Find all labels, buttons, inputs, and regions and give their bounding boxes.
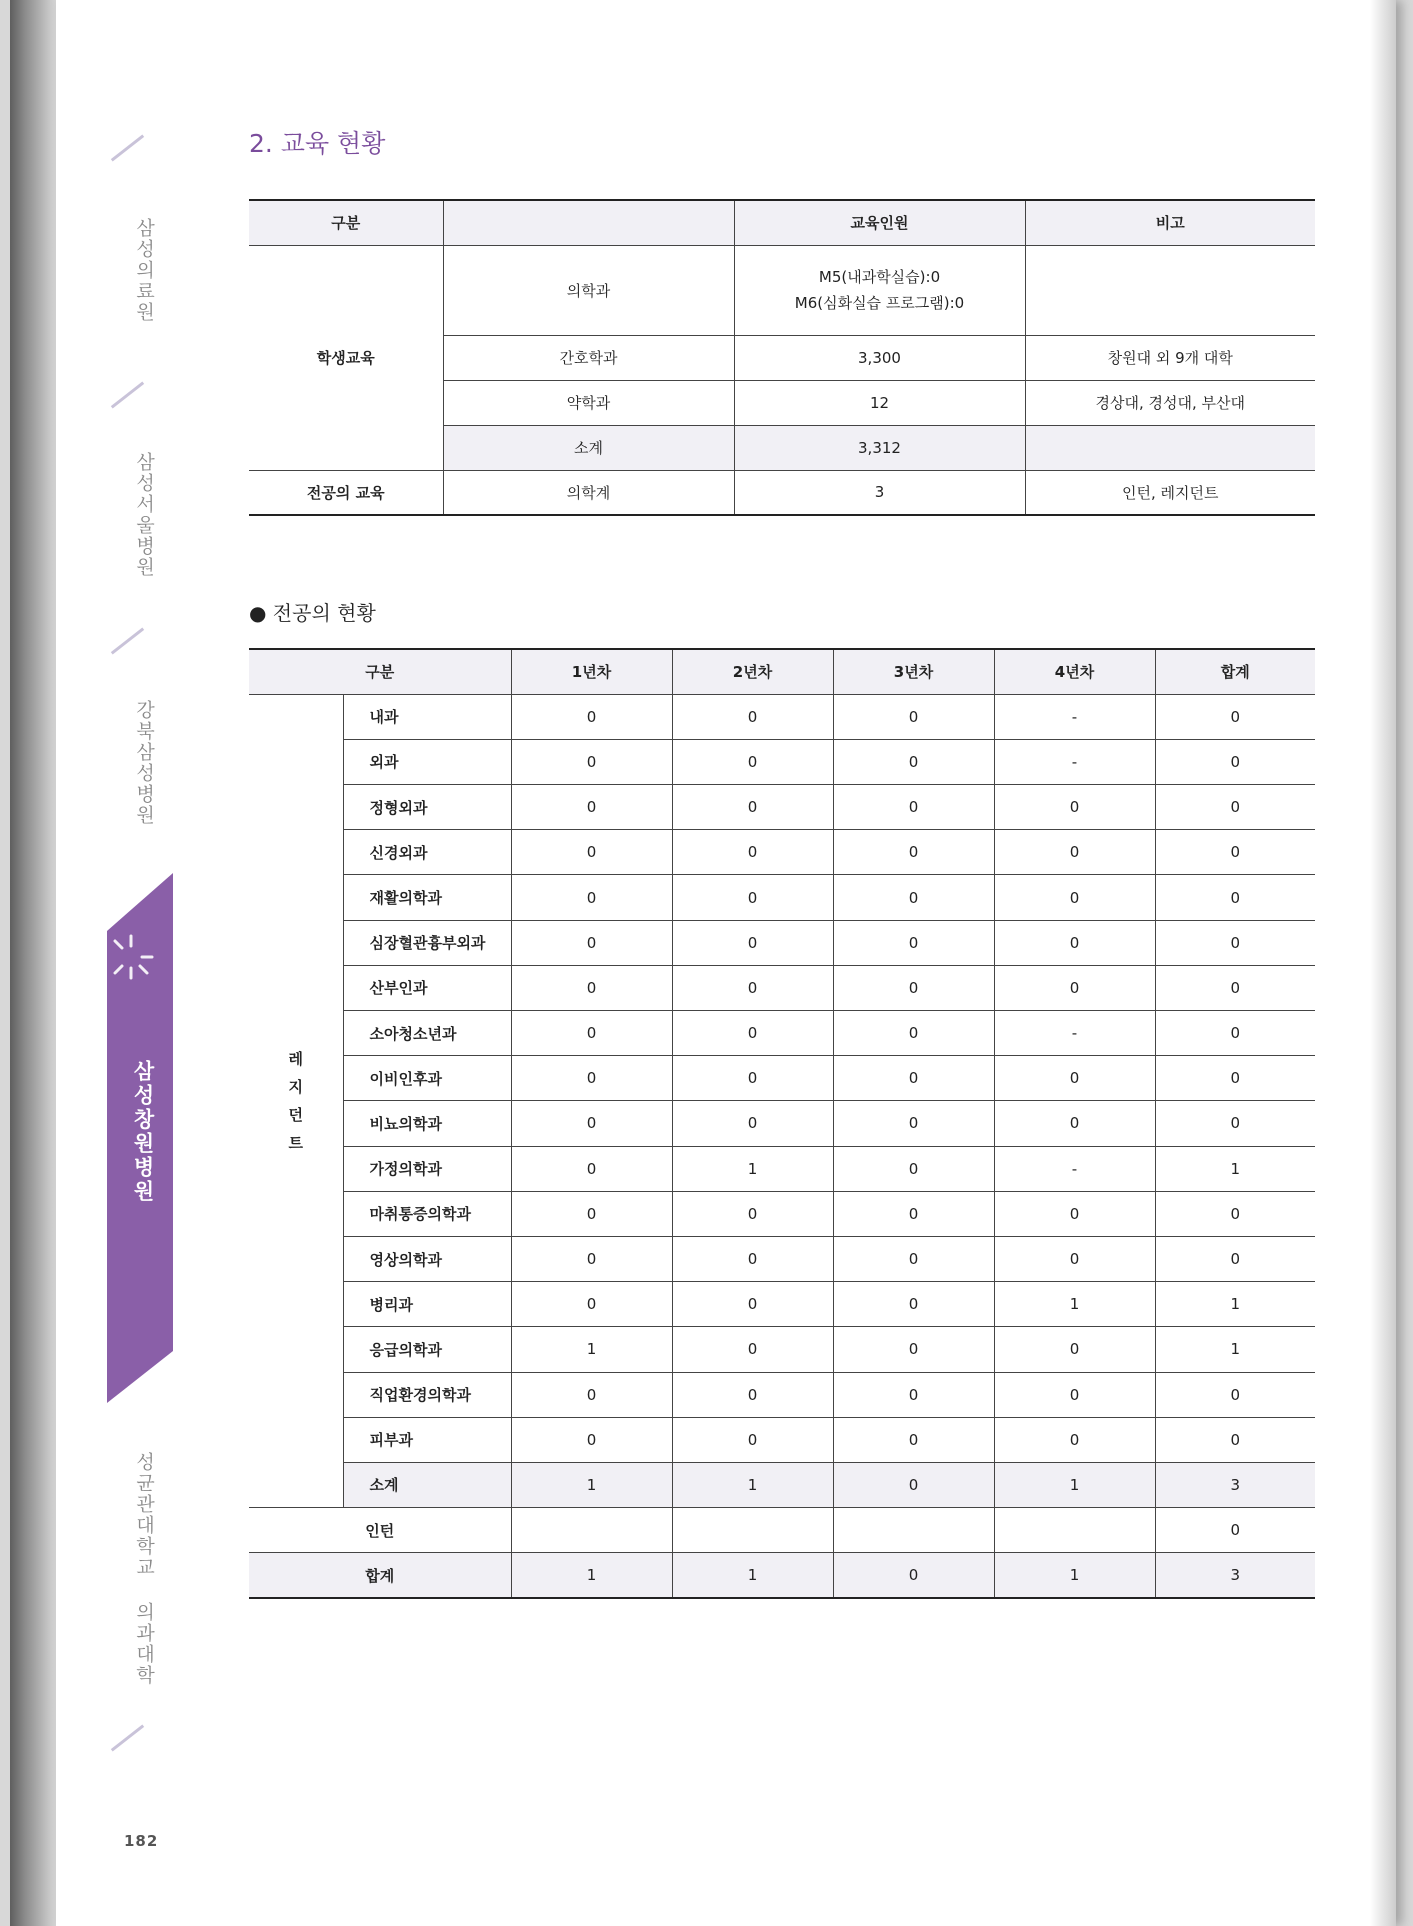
table-header-cell: 3년차 bbox=[833, 649, 994, 694]
value-cell: 3 bbox=[1155, 1462, 1315, 1507]
dept-cell: 피부과 bbox=[343, 1417, 511, 1462]
value-cell: 0 bbox=[833, 1146, 994, 1191]
value-cell: 0 bbox=[1155, 965, 1315, 1010]
value-cell: 1 bbox=[511, 1462, 672, 1507]
dept-cell: 소아청소년과 bbox=[343, 1011, 511, 1056]
value-cell: 0 bbox=[833, 1462, 994, 1507]
book-spine-edge bbox=[10, 0, 58, 1926]
value-cell: 0 bbox=[994, 1372, 1155, 1417]
page-number: 182 bbox=[124, 1832, 159, 1850]
residents-subtitle: ● 전공의 현황 bbox=[249, 601, 376, 625]
value-cell: 1 bbox=[994, 1553, 1155, 1598]
value-cell: 3 bbox=[1155, 1553, 1315, 1598]
value-cell: 0 bbox=[833, 694, 994, 739]
value-cell: 0 bbox=[672, 1282, 833, 1327]
residents-table bbox=[249, 648, 1315, 1599]
value-cell bbox=[994, 1508, 1155, 1553]
table-header-row bbox=[249, 649, 1315, 694]
value-cell: 0 bbox=[511, 875, 672, 920]
table-header-cell: 교육인원 bbox=[734, 200, 1025, 245]
count-cell bbox=[734, 245, 1025, 335]
value-cell: 1 bbox=[1155, 1327, 1315, 1372]
dept-cell: 이비인후과 bbox=[343, 1056, 511, 1101]
value-cell: 0 bbox=[672, 1011, 833, 1056]
value-cell: 0 bbox=[672, 920, 833, 965]
value-cell: 0 bbox=[672, 1191, 833, 1236]
value-cell: 0 bbox=[994, 1056, 1155, 1101]
value-cell: 0 bbox=[833, 1056, 994, 1101]
value-cell: 0 bbox=[833, 920, 994, 965]
resident-label-char: 레 bbox=[288, 1049, 303, 1068]
value-cell: 0 bbox=[833, 1417, 994, 1462]
table-row bbox=[249, 739, 1315, 784]
dept-cell: 내과 bbox=[343, 694, 511, 739]
value-cell: 0 bbox=[511, 739, 672, 784]
intern-row bbox=[249, 1508, 1315, 1553]
sidebar-item-skku-medicine[interactable]: 성균관대학교 의과대학 bbox=[133, 1452, 155, 1686]
row-label: 합계 bbox=[249, 1553, 511, 1598]
table-header-cell bbox=[443, 200, 734, 245]
value-cell: 0 bbox=[672, 694, 833, 739]
resident-label-char: 지 bbox=[288, 1077, 303, 1096]
count-line: M6(심화실습 프로그램):0 bbox=[794, 294, 965, 312]
value-cell bbox=[511, 1508, 672, 1553]
table-header-cell: 합계 bbox=[1155, 649, 1315, 694]
value-cell: 0 bbox=[833, 785, 994, 830]
table-row bbox=[249, 830, 1315, 875]
table-row bbox=[249, 1417, 1315, 1462]
value-cell: 0 bbox=[672, 830, 833, 875]
table-header-cell: 비고 bbox=[1025, 200, 1315, 245]
note-cell bbox=[1025, 245, 1315, 335]
value-cell: 0 bbox=[511, 1372, 672, 1417]
value-cell: 0 bbox=[511, 1282, 672, 1327]
value-cell: 0 bbox=[1155, 1236, 1315, 1281]
value-cell: 1 bbox=[511, 1327, 672, 1372]
table-row bbox=[249, 1146, 1315, 1191]
value-cell: 1 bbox=[672, 1462, 833, 1507]
value-cell: 1 bbox=[1155, 1282, 1315, 1327]
dept-cell: 비뇨의학과 bbox=[343, 1101, 511, 1146]
value-cell: 0 bbox=[511, 1191, 672, 1236]
dept-cell: 마취통증의학과 bbox=[343, 1191, 511, 1236]
table-row bbox=[249, 1327, 1315, 1372]
table-row bbox=[249, 920, 1315, 965]
value-cell: 0 bbox=[672, 739, 833, 784]
sidebar-divider bbox=[111, 382, 144, 409]
value-cell: 0 bbox=[672, 785, 833, 830]
table-row bbox=[249, 1236, 1315, 1281]
value-cell: 0 bbox=[833, 739, 994, 784]
value-cell: - bbox=[994, 1146, 1155, 1191]
sidebar-divider bbox=[111, 628, 144, 655]
value-cell: 0 bbox=[1155, 920, 1315, 965]
value-cell: 1 bbox=[1155, 1146, 1315, 1191]
value-cell: 0 bbox=[511, 694, 672, 739]
value-cell: 0 bbox=[511, 1146, 672, 1191]
value-cell: 0 bbox=[994, 785, 1155, 830]
table-header-cell: 구분 bbox=[249, 649, 511, 694]
table-row bbox=[249, 1056, 1315, 1101]
value-cell: 0 bbox=[833, 1327, 994, 1372]
table-row bbox=[249, 1191, 1315, 1236]
value-cell: 0 bbox=[1155, 1191, 1315, 1236]
value-cell: 0 bbox=[511, 830, 672, 875]
dept-cell: 재활의학과 bbox=[343, 875, 511, 920]
value-cell: - bbox=[994, 739, 1155, 784]
dept-cell: 병리과 bbox=[343, 1282, 511, 1327]
value-cell: 0 bbox=[1155, 1011, 1315, 1056]
page-shadow bbox=[1370, 0, 1396, 1926]
section-title: 2. 교육 현황 bbox=[249, 129, 386, 158]
value-cell: 0 bbox=[1155, 739, 1315, 784]
table-row bbox=[249, 1101, 1315, 1146]
value-cell: 0 bbox=[511, 965, 672, 1010]
value-cell: 0 bbox=[994, 875, 1155, 920]
dept-cell: 심장혈관흉부외과 bbox=[343, 920, 511, 965]
resident-label-char: 던 bbox=[288, 1105, 303, 1124]
value-cell: 1 bbox=[511, 1553, 672, 1598]
education-table bbox=[249, 199, 1315, 516]
count-cell: 12 bbox=[734, 380, 1025, 425]
value-cell: 0 bbox=[672, 1372, 833, 1417]
value-cell: 0 bbox=[1155, 1056, 1315, 1101]
dept-cell: 산부인과 bbox=[343, 965, 511, 1010]
resident-group-label bbox=[249, 694, 343, 1507]
sidebar-item-samsung-medical[interactable]: 삼성의료원 bbox=[133, 218, 155, 323]
value-cell: 0 bbox=[833, 1553, 994, 1598]
value-cell: 1 bbox=[672, 1553, 833, 1598]
table-header-cell: 4년차 bbox=[994, 649, 1155, 694]
table-row bbox=[249, 1372, 1315, 1417]
sidebar-item-samsung-seoul[interactable]: 삼성서울병원 bbox=[133, 452, 155, 578]
value-cell: 1 bbox=[994, 1462, 1155, 1507]
group-label-resident: 전공의 교육 bbox=[249, 470, 443, 515]
dept-cell: 가정의학과 bbox=[343, 1146, 511, 1191]
table-header-row bbox=[249, 200, 1315, 245]
value-cell: 0 bbox=[1155, 785, 1315, 830]
value-cell: 0 bbox=[511, 1101, 672, 1146]
value-cell: 0 bbox=[672, 965, 833, 1010]
dept-cell: 직업환경의학과 bbox=[343, 1372, 511, 1417]
value-cell: 0 bbox=[672, 875, 833, 920]
table-header-cell: 1년차 bbox=[511, 649, 672, 694]
value-cell: 0 bbox=[994, 965, 1155, 1010]
value-cell: 0 bbox=[1155, 1417, 1315, 1462]
note-cell: 인턴, 레지던트 bbox=[1025, 470, 1315, 515]
value-cell: 0 bbox=[1155, 1508, 1315, 1553]
note-cell: 경상대, 경성대, 부산대 bbox=[1025, 380, 1315, 425]
value-cell: 0 bbox=[994, 1236, 1155, 1281]
value-cell: 0 bbox=[833, 1236, 994, 1281]
value-cell: 0 bbox=[1155, 830, 1315, 875]
table-header-cell: 2년차 bbox=[672, 649, 833, 694]
document-page bbox=[56, 0, 1396, 1926]
value-cell: 0 bbox=[511, 920, 672, 965]
value-cell: 0 bbox=[672, 1056, 833, 1101]
value-cell: 1 bbox=[672, 1146, 833, 1191]
sidebar-divider bbox=[111, 1725, 144, 1752]
table-row bbox=[249, 694, 1315, 739]
row-label: 인턴 bbox=[249, 1508, 511, 1553]
value-cell: 0 bbox=[672, 1417, 833, 1462]
dept-cell: 신경외과 bbox=[343, 830, 511, 875]
table-row bbox=[249, 470, 1315, 515]
value-cell: - bbox=[994, 1011, 1155, 1056]
value-cell: 0 bbox=[994, 1417, 1155, 1462]
value-cell: 0 bbox=[833, 1282, 994, 1327]
value-cell: 0 bbox=[994, 920, 1155, 965]
value-cell: 0 bbox=[672, 1236, 833, 1281]
value-cell: 0 bbox=[833, 1191, 994, 1236]
value-cell bbox=[672, 1508, 833, 1553]
dept-cell: 의학계 bbox=[443, 470, 734, 515]
value-cell: 0 bbox=[511, 785, 672, 830]
value-cell: 0 bbox=[833, 1011, 994, 1056]
table-row bbox=[249, 245, 1315, 335]
dept-cell: 의학과 bbox=[443, 245, 734, 335]
total-row bbox=[249, 1553, 1315, 1598]
table-row bbox=[249, 965, 1315, 1010]
note-cell: 창원대 외 9개 대학 bbox=[1025, 335, 1315, 380]
value-cell: 0 bbox=[994, 1327, 1155, 1372]
value-cell: 0 bbox=[672, 1327, 833, 1372]
count-cell: 3,300 bbox=[734, 335, 1025, 380]
value-cell: 1 bbox=[994, 1282, 1155, 1327]
dept-cell: 소계 bbox=[343, 1462, 511, 1507]
count-cell: 3 bbox=[734, 470, 1025, 515]
value-cell: 0 bbox=[1155, 1101, 1315, 1146]
value-cell: 0 bbox=[511, 1236, 672, 1281]
value-cell: - bbox=[994, 694, 1155, 739]
table-row bbox=[249, 1011, 1315, 1056]
spark-icon bbox=[106, 932, 156, 982]
table-header-cell: 구분 bbox=[249, 200, 443, 245]
group-label-student: 학생교육 bbox=[249, 245, 443, 470]
value-cell: 0 bbox=[994, 830, 1155, 875]
value-cell: 0 bbox=[833, 1101, 994, 1146]
dept-cell: 간호학과 bbox=[443, 335, 734, 380]
resident-label-char: 트 bbox=[288, 1133, 303, 1152]
value-cell: 0 bbox=[833, 875, 994, 920]
value-cell: 0 bbox=[1155, 694, 1315, 739]
note-cell bbox=[1025, 425, 1315, 470]
dept-cell: 약학과 bbox=[443, 380, 734, 425]
value-cell: 0 bbox=[511, 1011, 672, 1056]
table-row bbox=[249, 875, 1315, 920]
dept-cell: 정형외과 bbox=[343, 785, 511, 830]
value-cell: 0 bbox=[994, 1101, 1155, 1146]
dept-cell: 영상의학과 bbox=[343, 1236, 511, 1281]
value-cell: 0 bbox=[1155, 875, 1315, 920]
count-cell: 3,312 bbox=[734, 425, 1025, 470]
dept-cell: 소계 bbox=[443, 425, 734, 470]
value-cell bbox=[833, 1508, 994, 1553]
value-cell: 0 bbox=[511, 1056, 672, 1101]
sidebar-divider bbox=[111, 135, 144, 162]
value-cell: 0 bbox=[833, 830, 994, 875]
value-cell: 0 bbox=[833, 1372, 994, 1417]
dept-cell: 외과 bbox=[343, 739, 511, 784]
table-row bbox=[249, 785, 1315, 830]
value-cell: 0 bbox=[994, 1191, 1155, 1236]
value-cell: 0 bbox=[833, 965, 994, 1010]
sidebar-item-samsung-changwon[interactable]: 삼성창원병원 bbox=[131, 1060, 155, 1204]
value-cell: 0 bbox=[511, 1417, 672, 1462]
sidebar-item-kangbuk-samsung[interactable]: 강북삼성병원 bbox=[133, 700, 155, 826]
table-row bbox=[249, 1282, 1315, 1327]
value-cell: 0 bbox=[672, 1101, 833, 1146]
dept-cell: 응급의학과 bbox=[343, 1327, 511, 1372]
subtotal-row bbox=[249, 1462, 1315, 1507]
count-line: M5(내과학실습):0 bbox=[818, 268, 941, 286]
value-cell: 0 bbox=[1155, 1372, 1315, 1417]
